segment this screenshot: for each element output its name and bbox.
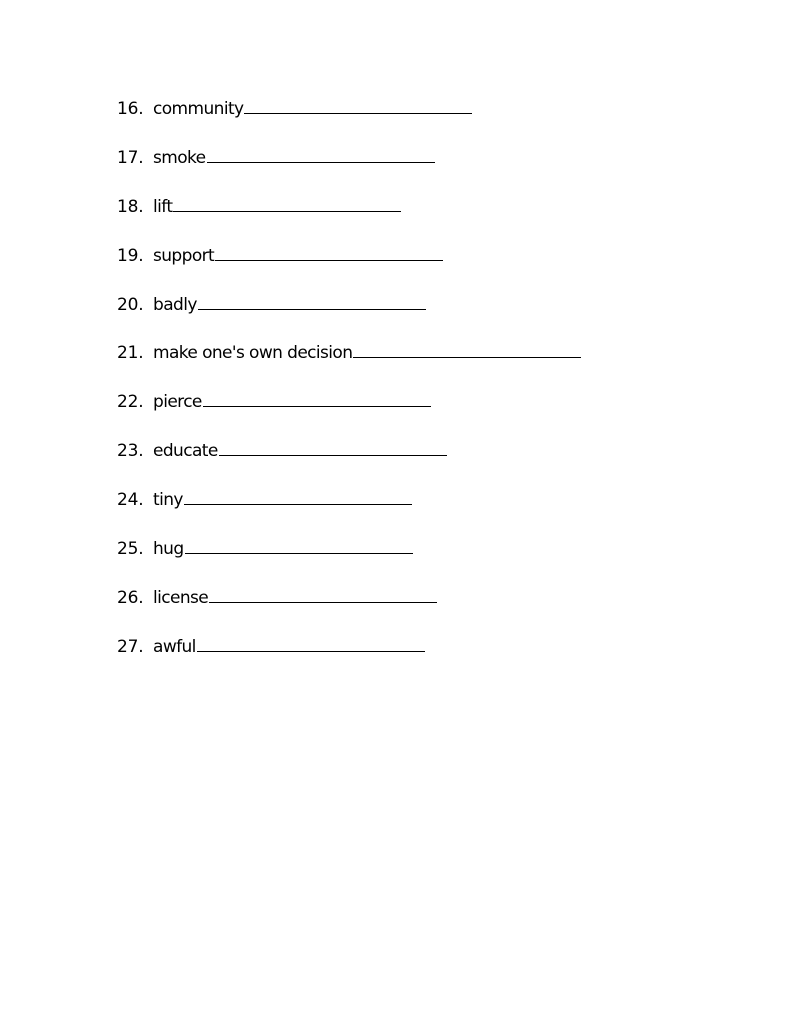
list-item [117, 194, 581, 243]
answer-blank[interactable] [244, 96, 472, 114]
item-number: 19. [117, 245, 144, 266]
item-number: 26. [117, 587, 144, 608]
list-item [117, 340, 581, 389]
item-term: smoke [153, 147, 206, 168]
item-number: 21. [117, 343, 144, 364]
list-item [117, 536, 581, 585]
item-term: badly [153, 294, 197, 315]
item-number: 27. [117, 636, 144, 657]
item-number: 18. [117, 196, 144, 217]
item-term: make one's own decision [153, 343, 353, 364]
list-item [117, 438, 581, 487]
list-item [117, 487, 581, 536]
item-term: pierce [153, 392, 202, 413]
list-item [117, 243, 581, 292]
item-number: 25. [117, 539, 144, 560]
answer-blank[interactable] [185, 536, 413, 554]
item-term: lift [153, 196, 173, 217]
item-term: awful [153, 636, 196, 657]
answer-blank[interactable] [207, 145, 435, 163]
item-term: hug [153, 539, 184, 560]
answer-blank[interactable] [184, 487, 412, 505]
list-item [117, 96, 581, 145]
item-number: 23. [117, 441, 144, 462]
answer-blank[interactable] [203, 389, 431, 407]
item-number: 22. [117, 392, 144, 413]
answer-blank[interactable] [209, 585, 437, 603]
list-item [117, 389, 581, 438]
item-term: support [153, 245, 215, 266]
answer-blank[interactable] [215, 243, 443, 261]
answer-blank[interactable] [219, 438, 447, 456]
item-number: 16. [117, 99, 144, 119]
answer-blank[interactable] [173, 194, 401, 212]
item-number: 20. [117, 294, 144, 315]
list-item [117, 145, 581, 194]
item-term: educate [153, 441, 218, 462]
list-item [117, 585, 581, 634]
item-term: tiny [153, 490, 183, 511]
list-item [117, 292, 581, 341]
answer-blank[interactable] [353, 340, 581, 358]
list-item [117, 634, 581, 683]
item-number: 17. [117, 147, 144, 168]
item-number: 24. [117, 490, 144, 511]
item-term: community [153, 99, 244, 119]
item-term: license [153, 587, 209, 608]
answer-blank[interactable] [198, 292, 426, 310]
vocabulary-list [117, 96, 581, 683]
answer-blank[interactable] [197, 634, 425, 652]
